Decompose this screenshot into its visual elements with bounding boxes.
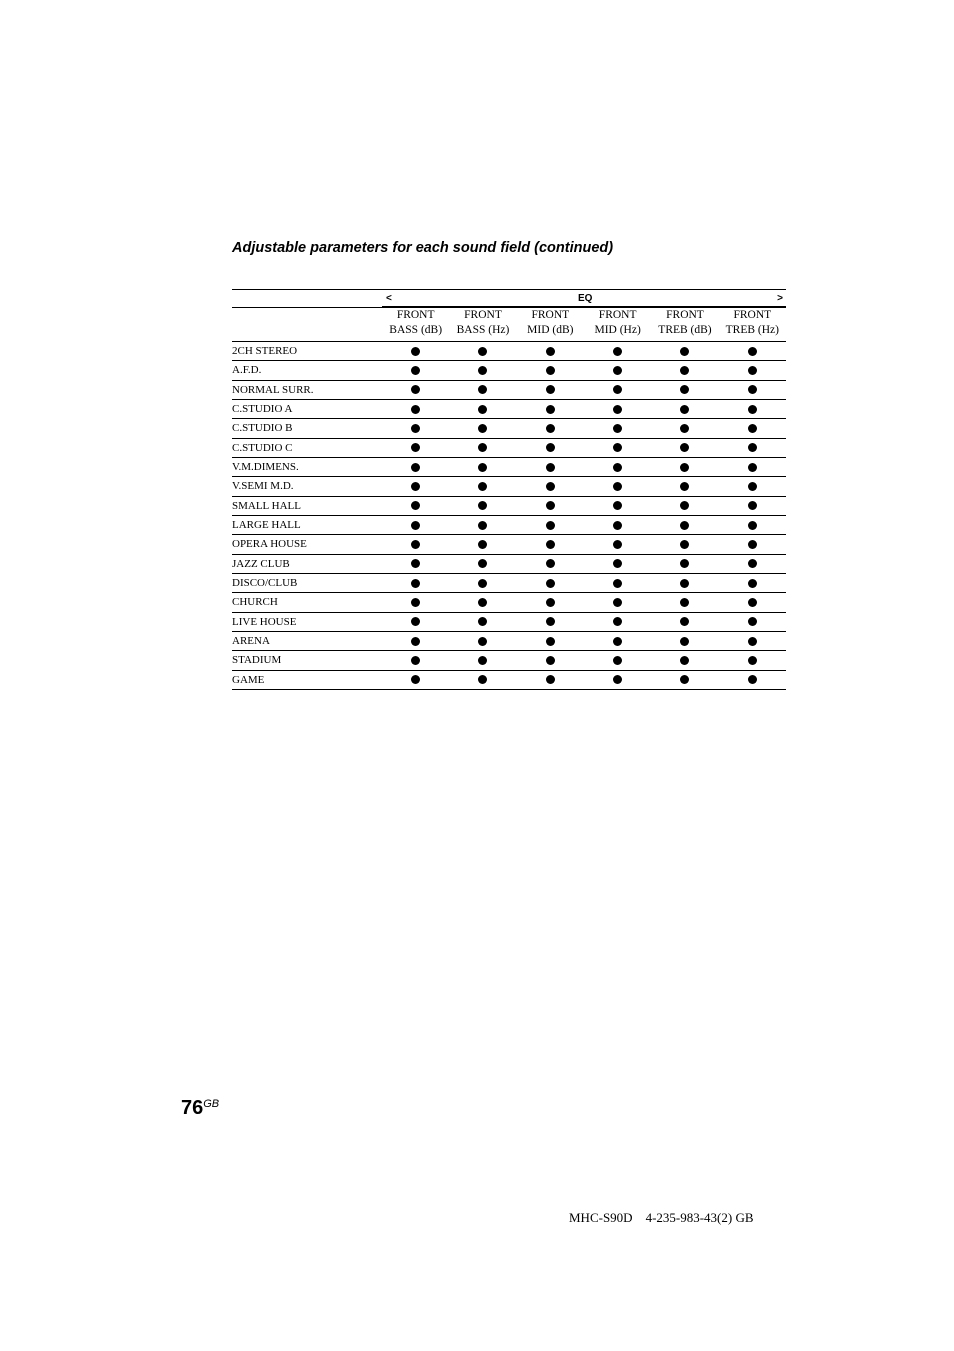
- table-cell: [517, 656, 584, 665]
- table-cell: [517, 540, 584, 549]
- table-cell: [719, 463, 786, 472]
- table-cell: [517, 617, 584, 626]
- table-cell: [382, 482, 449, 491]
- bullet-dot-icon: [680, 598, 689, 607]
- column-header-line2: TREB (dB): [658, 324, 712, 336]
- table-cell: [517, 501, 584, 510]
- table-cell: [382, 637, 449, 646]
- bullet-dot-icon: [613, 675, 622, 684]
- bullet-dot-icon: [613, 482, 622, 491]
- table-cell: [584, 463, 651, 472]
- bullet-dot-icon: [478, 405, 487, 414]
- sound-field-name: C.STUDIO C: [232, 441, 293, 454]
- column-header-line1: FRONT: [733, 309, 772, 321]
- table-cell: [584, 637, 651, 646]
- table-cell: [651, 385, 718, 394]
- bullet-dot-icon: [411, 637, 420, 646]
- table-cell: [719, 501, 786, 510]
- table-cell: [651, 482, 718, 491]
- bullet-dot-icon: [478, 637, 487, 646]
- table-cell: [719, 521, 786, 530]
- table-cell: [651, 366, 718, 375]
- table-cell: [382, 385, 449, 394]
- bullet-dot-icon: [748, 501, 757, 510]
- eq-group-header: [232, 289, 786, 307]
- table-cell: [719, 579, 786, 588]
- table-cell: [651, 559, 718, 568]
- table-cell: [651, 405, 718, 414]
- table-row: [232, 342, 786, 361]
- table-cell: [719, 617, 786, 626]
- table-cell: [517, 405, 584, 414]
- bullet-dot-icon: [478, 366, 487, 375]
- table-cell: [584, 385, 651, 394]
- bullet-dot-icon: [748, 656, 757, 665]
- bullet-dot-icon: [613, 347, 622, 356]
- bullet-dot-icon: [478, 501, 487, 510]
- table-row: [232, 439, 786, 458]
- bullet-dot-icon: [748, 637, 757, 646]
- bullet-dot-icon: [680, 617, 689, 626]
- table-cell: [719, 559, 786, 568]
- table-row: [232, 555, 786, 574]
- bullet-dot-icon: [680, 443, 689, 452]
- table-row: [232, 516, 786, 535]
- bullet-dot-icon: [680, 463, 689, 472]
- bullet-dot-icon: [680, 579, 689, 588]
- bullet-dot-icon: [680, 637, 689, 646]
- table-cell: [382, 501, 449, 510]
- bullet-dot-icon: [613, 366, 622, 375]
- bullet-dot-icon: [613, 656, 622, 665]
- column-header: [584, 308, 651, 341]
- table-cell: [382, 424, 449, 433]
- bullet-dot-icon: [411, 366, 420, 375]
- column-header-row: [232, 307, 786, 342]
- bullet-dot-icon: [478, 385, 487, 394]
- bullet-dot-icon: [546, 347, 555, 356]
- sound-field-name: OPERA HOUSE: [232, 538, 307, 551]
- bullet-dot-icon: [680, 366, 689, 375]
- table-cell: [382, 463, 449, 472]
- bullet-dot-icon: [478, 617, 487, 626]
- sound-field-name: JAZZ CLUB: [232, 557, 290, 570]
- table-cell: [719, 637, 786, 646]
- eq-group-label: EQ: [578, 293, 593, 304]
- bullet-dot-icon: [748, 675, 757, 684]
- document-code-footer: MHC-S90D 4-235-983-43(2) GB: [569, 1210, 754, 1225]
- bullet-dot-icon: [546, 385, 555, 394]
- table-cell: [651, 579, 718, 588]
- table-cell: [584, 405, 651, 414]
- bullet-dot-icon: [748, 617, 757, 626]
- column-header: [449, 308, 516, 341]
- bullet-dot-icon: [613, 463, 622, 472]
- table-cell: [449, 405, 516, 414]
- bullet-dot-icon: [546, 443, 555, 452]
- sound-field-name: C.STUDIO B: [232, 422, 293, 435]
- table-cell: [651, 424, 718, 433]
- table-cell: [449, 675, 516, 684]
- table-cell: [449, 385, 516, 394]
- bullet-dot-icon: [613, 598, 622, 607]
- table-cell: [651, 656, 718, 665]
- table-cell: [584, 559, 651, 568]
- bullet-dot-icon: [546, 598, 555, 607]
- bullet-dot-icon: [546, 521, 555, 530]
- sound-field-name: CHURCH: [232, 596, 278, 609]
- table-cell: [584, 443, 651, 452]
- bullet-dot-icon: [411, 501, 420, 510]
- bullet-dot-icon: [411, 463, 420, 472]
- table-cell: [584, 598, 651, 607]
- bullet-dot-icon: [613, 579, 622, 588]
- table-cell: [382, 521, 449, 530]
- bullet-dot-icon: [546, 501, 555, 510]
- row-label-header: [232, 308, 382, 341]
- column-header-line2: MID (dB): [527, 324, 574, 336]
- bullet-dot-icon: [613, 385, 622, 394]
- table-cell: [449, 501, 516, 510]
- bullet-dot-icon: [411, 540, 420, 549]
- column-header-line2: BASS (dB): [389, 324, 443, 336]
- bullet-dot-icon: [613, 424, 622, 433]
- table-cell: [719, 482, 786, 491]
- table-cell: [517, 366, 584, 375]
- bullet-dot-icon: [680, 521, 689, 530]
- sound-field-name: DISCO/CLUB: [232, 577, 298, 590]
- bullet-dot-icon: [546, 405, 555, 414]
- table-cell: [382, 347, 449, 356]
- bullet-dot-icon: [613, 405, 622, 414]
- bullet-dot-icon: [546, 424, 555, 433]
- column-header-line1: FRONT: [598, 309, 637, 321]
- table-cell: [517, 424, 584, 433]
- table-cell: [382, 579, 449, 588]
- eq-left-marker: <: [386, 293, 392, 304]
- table-cell: [651, 443, 718, 452]
- table-cell: [449, 656, 516, 665]
- table-cell: [517, 579, 584, 588]
- parameters-table: [232, 289, 786, 690]
- page-number-value: 76: [181, 1097, 204, 1119]
- eq-right-marker: >: [777, 293, 783, 304]
- bullet-dot-icon: [748, 598, 757, 607]
- bullet-dot-icon: [478, 540, 487, 549]
- column-header-line1: FRONT: [396, 309, 435, 321]
- table-cell: [584, 366, 651, 375]
- bullet-dot-icon: [546, 617, 555, 626]
- sound-field-name: LARGE HALL: [232, 519, 301, 532]
- table-cell: [719, 366, 786, 375]
- bullet-dot-icon: [478, 482, 487, 491]
- table-cell: [517, 637, 584, 646]
- column-header: [719, 308, 786, 341]
- table-cell: [584, 675, 651, 684]
- bullet-dot-icon: [411, 482, 420, 491]
- sound-field-name: STADIUM: [232, 654, 282, 667]
- table-cell: [651, 598, 718, 607]
- column-header-line2: MID (Hz): [594, 324, 641, 336]
- table-row: [232, 419, 786, 438]
- bullet-dot-icon: [748, 579, 757, 588]
- bullet-dot-icon: [546, 366, 555, 375]
- sound-field-name: SMALL HALL: [232, 499, 301, 512]
- sound-field-name: C.STUDIO A: [232, 403, 293, 416]
- table-cell: [651, 540, 718, 549]
- bullet-dot-icon: [478, 424, 487, 433]
- table-cell: [651, 617, 718, 626]
- bullet-dot-icon: [613, 501, 622, 510]
- table-row: [232, 361, 786, 380]
- bullet-dot-icon: [680, 656, 689, 665]
- bullet-dot-icon: [680, 424, 689, 433]
- table-cell: [719, 385, 786, 394]
- bullet-dot-icon: [680, 675, 689, 684]
- table-cell: [719, 656, 786, 665]
- table-cell: [517, 482, 584, 491]
- column-header: [651, 308, 718, 341]
- table-cell: [382, 617, 449, 626]
- table-cell: [449, 598, 516, 607]
- table-cell: [584, 540, 651, 549]
- bullet-dot-icon: [613, 617, 622, 626]
- sound-field-name: V.SEMI M.D.: [232, 480, 294, 493]
- table-cell: [449, 559, 516, 568]
- table-cell: [382, 656, 449, 665]
- bullet-dot-icon: [748, 385, 757, 394]
- bullet-dot-icon: [478, 675, 487, 684]
- column-header-line2: BASS (Hz): [456, 324, 510, 336]
- bullet-dot-icon: [478, 443, 487, 452]
- bullet-dot-icon: [748, 521, 757, 530]
- bullet-dot-icon: [411, 617, 420, 626]
- table-cell: [584, 579, 651, 588]
- table-cell: [449, 637, 516, 646]
- bullet-dot-icon: [748, 540, 757, 549]
- table-cell: [382, 598, 449, 607]
- bullet-dot-icon: [546, 675, 555, 684]
- table-row: [232, 671, 786, 690]
- table-cell: [449, 617, 516, 626]
- table-cell: [584, 656, 651, 665]
- section-heading: Adjustable parameters for each sound field (continued): [232, 240, 614, 256]
- table-cell: [449, 443, 516, 452]
- table-cell: [719, 424, 786, 433]
- table-cell: [449, 424, 516, 433]
- column-header-line1: FRONT: [531, 309, 570, 321]
- table-cell: [651, 521, 718, 530]
- table-cell: [584, 617, 651, 626]
- bullet-dot-icon: [613, 521, 622, 530]
- table-cell: [449, 521, 516, 530]
- bullet-dot-icon: [546, 463, 555, 472]
- sound-field-name: V.M.DIMENS.: [232, 461, 299, 474]
- bullet-dot-icon: [478, 579, 487, 588]
- bullet-dot-icon: [478, 521, 487, 530]
- bullet-dot-icon: [411, 559, 420, 568]
- bullet-dot-icon: [748, 482, 757, 491]
- bullet-dot-icon: [478, 598, 487, 607]
- bullet-dot-icon: [478, 656, 487, 665]
- table-cell: [651, 637, 718, 646]
- table-cell: [449, 540, 516, 549]
- table-cell: [584, 521, 651, 530]
- sound-field-name: LIVE HOUSE: [232, 615, 297, 628]
- bullet-dot-icon: [613, 559, 622, 568]
- bullet-dot-icon: [546, 559, 555, 568]
- table-cell: [719, 675, 786, 684]
- table-cell: [382, 366, 449, 375]
- table-row: [232, 381, 786, 400]
- bullet-dot-icon: [613, 637, 622, 646]
- table-cell: [584, 424, 651, 433]
- table-cell: [719, 347, 786, 356]
- table-cell: [382, 675, 449, 684]
- table-cell: [517, 521, 584, 530]
- bullet-dot-icon: [748, 347, 757, 356]
- bullet-dot-icon: [411, 424, 420, 433]
- table-cell: [584, 347, 651, 356]
- bullet-dot-icon: [748, 443, 757, 452]
- table-row: [232, 477, 786, 496]
- bullet-dot-icon: [411, 579, 420, 588]
- table-row: [232, 497, 786, 516]
- column-header: [517, 308, 584, 341]
- bullet-dot-icon: [613, 540, 622, 549]
- table-cell: [449, 482, 516, 491]
- table-row: [232, 632, 786, 651]
- table-cell: [517, 598, 584, 607]
- table-row: [232, 400, 786, 419]
- table-cell: [651, 501, 718, 510]
- bullet-dot-icon: [546, 540, 555, 549]
- bullet-dot-icon: [411, 347, 420, 356]
- sound-field-name: 2CH STEREO: [232, 345, 298, 358]
- table-cell: [449, 579, 516, 588]
- bullet-dot-icon: [411, 443, 420, 452]
- table-cell: [719, 598, 786, 607]
- table-cell: [719, 405, 786, 414]
- table-cell: [651, 675, 718, 684]
- table-cell: [517, 443, 584, 452]
- bullet-dot-icon: [478, 347, 487, 356]
- table-cell: [517, 463, 584, 472]
- table-cell: [584, 501, 651, 510]
- table-row: [232, 651, 786, 670]
- column-header: [382, 308, 449, 341]
- table-cell: [517, 675, 584, 684]
- bullet-dot-icon: [411, 385, 420, 394]
- bullet-dot-icon: [411, 405, 420, 414]
- table-cell: [651, 347, 718, 356]
- bullet-dot-icon: [411, 656, 420, 665]
- bullet-dot-icon: [680, 482, 689, 491]
- bullet-dot-icon: [680, 559, 689, 568]
- column-header-line2: TREB (Hz): [725, 324, 779, 336]
- table-cell: [449, 347, 516, 356]
- bullet-dot-icon: [478, 463, 487, 472]
- bullet-dot-icon: [680, 347, 689, 356]
- sound-field-name: NORMAL SURR.: [232, 383, 314, 396]
- bullet-dot-icon: [748, 424, 757, 433]
- bullet-dot-icon: [546, 579, 555, 588]
- bullet-dot-icon: [748, 559, 757, 568]
- table-cell: [449, 463, 516, 472]
- table-row: [232, 458, 786, 477]
- table-cell: [517, 559, 584, 568]
- eq-underline: [382, 306, 786, 307]
- bullet-dot-icon: [680, 405, 689, 414]
- bullet-dot-icon: [546, 482, 555, 491]
- bullet-dot-icon: [748, 463, 757, 472]
- bullet-dot-icon: [546, 656, 555, 665]
- bullet-dot-icon: [411, 675, 420, 684]
- table-cell: [651, 463, 718, 472]
- table-cell: [382, 443, 449, 452]
- bullet-dot-icon: [680, 501, 689, 510]
- table-row: [232, 593, 786, 612]
- table-row: [232, 613, 786, 632]
- table-cell: [719, 540, 786, 549]
- bullet-dot-icon: [546, 637, 555, 646]
- bullet-dot-icon: [748, 405, 757, 414]
- table-cell: [382, 540, 449, 549]
- bullet-dot-icon: [478, 559, 487, 568]
- sound-field-name: GAME: [232, 673, 265, 686]
- table-cell: [517, 385, 584, 394]
- table-row: [232, 574, 786, 593]
- bullet-dot-icon: [613, 443, 622, 452]
- bullet-dot-icon: [680, 540, 689, 549]
- table-cell: [584, 482, 651, 491]
- bullet-dot-icon: [411, 598, 420, 607]
- table-cell: [719, 443, 786, 452]
- column-header-line1: FRONT: [464, 309, 502, 321]
- sound-field-name: ARENA: [232, 635, 270, 648]
- table-cell: [382, 405, 449, 414]
- table-row: [232, 535, 786, 554]
- bullet-dot-icon: [748, 366, 757, 375]
- bullet-dot-icon: [411, 521, 420, 530]
- page-number: [181, 1097, 219, 1120]
- table-cell: [449, 366, 516, 375]
- bullet-dot-icon: [680, 385, 689, 394]
- column-header-line1: FRONT: [666, 309, 704, 321]
- table-body: [232, 342, 786, 690]
- table-cell: [517, 347, 584, 356]
- page-number-suffix: GB: [203, 1098, 220, 1110]
- table-cell: [382, 559, 449, 568]
- sound-field-name: A.F.D.: [232, 364, 262, 377]
